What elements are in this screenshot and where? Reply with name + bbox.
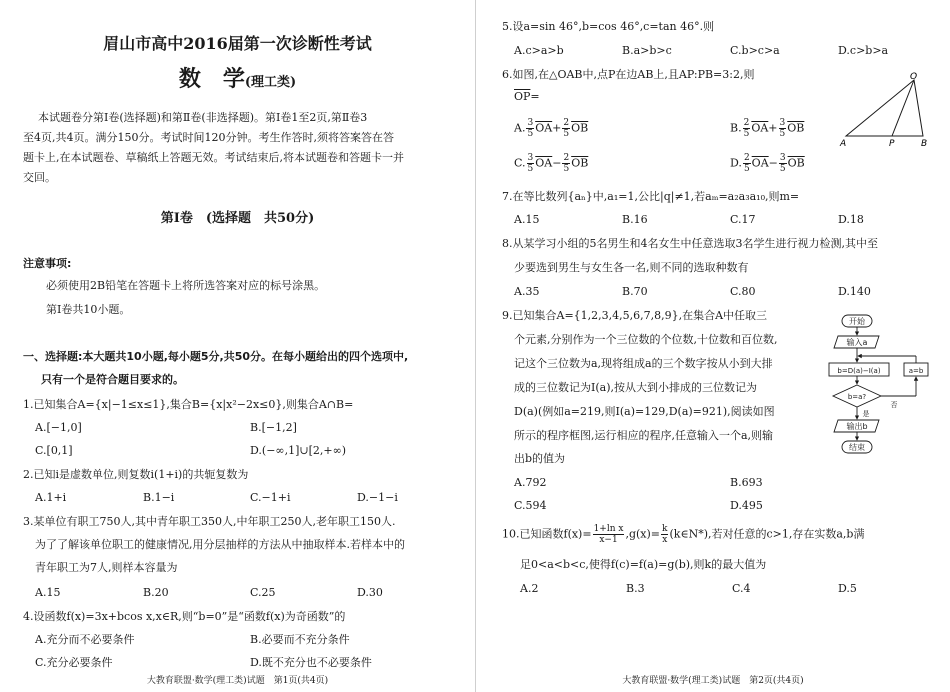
flow-end-label: 结束 bbox=[849, 443, 865, 452]
numerator: k bbox=[662, 524, 668, 534]
q3-option-a: A.15 bbox=[35, 586, 61, 599]
vector: $\overline{OA}$ bbox=[751, 121, 769, 135]
intro-line: 至4页,共4页。满分150分。考试时间120分钟。考生作答时,须将答案答在答 bbox=[23, 131, 394, 144]
flow-input-label: 输入a bbox=[846, 338, 868, 347]
subject-heading bbox=[0, 66, 475, 92]
question-8-stem: 少要选到男生与女生各一名,则不同的选取种数有 bbox=[514, 261, 749, 274]
fraction bbox=[593, 524, 625, 545]
numerator: 3 bbox=[527, 118, 534, 128]
denominator: 5 bbox=[779, 164, 786, 174]
numerator: 3 bbox=[527, 153, 534, 163]
flow-start-label: 开始 bbox=[849, 317, 865, 326]
q3-option-c: C.25 bbox=[250, 586, 276, 599]
question-7-stem: 7.在等比数列{aₙ}中,a₁=1,公比|q|≠1,若aₘ=a₂a₃a₁₀,则m= bbox=[502, 190, 800, 203]
stem-text: (k∈N*),若对任意的c>1,存在实数a,b满 bbox=[669, 527, 865, 541]
fraction bbox=[743, 118, 751, 139]
q2-option-d: D.−1−i bbox=[357, 491, 398, 504]
q5-option-a: A.c>a>b bbox=[514, 44, 564, 57]
question-9-stem: 9.已知集合A={1,2,3,4,5,6,7,8,9},在集合A中任取三 bbox=[502, 309, 768, 322]
question-6-stem: 6.如图,在△OAB中,点P在边AB上,且AP:PB=3:2,则 bbox=[502, 68, 755, 81]
question-3-stem: 青年职工为7人,则样本容量为 bbox=[35, 561, 178, 574]
numerator: 2 bbox=[563, 153, 570, 163]
flow-no-label: 否 bbox=[890, 401, 898, 409]
q10-option-c: C.4 bbox=[732, 582, 751, 595]
denominator: 5 bbox=[527, 164, 534, 174]
denominator: x−1 bbox=[599, 535, 618, 545]
question-3-stem: 3.某单位有职工750人,其中青年职工350人,中年职工250人,老年职工150人. bbox=[23, 515, 396, 528]
vector: $\overline{OB}$ bbox=[787, 121, 805, 135]
stem-text: ,g(x)= bbox=[625, 527, 661, 541]
numerator: 2 bbox=[563, 118, 570, 128]
q1-option-d: D.(−∞,1]∪[2,+∞) bbox=[250, 444, 347, 457]
q7-option-a: A.15 bbox=[514, 213, 540, 226]
q9-option-d: D.495 bbox=[730, 499, 763, 512]
label-p: P bbox=[889, 139, 895, 148]
q3-option-d: D.30 bbox=[357, 586, 383, 599]
fraction bbox=[779, 153, 787, 174]
question-5-stem: 5.设a=sin 46°,b=cos 46°,c=tan 46°.则 bbox=[502, 20, 715, 33]
q6-option-b bbox=[730, 118, 804, 139]
q9-option-c: C.594 bbox=[514, 499, 547, 512]
question-9-stem: 所示的程序框图,运行相应的程序,任意输入一个a,则输 bbox=[514, 429, 774, 442]
q10-option-d: D.5 bbox=[838, 582, 857, 595]
notice-line: 必须使用2B铅笔在答题卡上将所选答案对应的标号涂黑。 bbox=[46, 279, 326, 292]
fraction bbox=[661, 524, 668, 545]
sign: − bbox=[552, 156, 562, 170]
option-label: C. bbox=[514, 156, 526, 170]
question-10-stem bbox=[502, 524, 864, 545]
q4-option-b: B.必要而不充分条件 bbox=[250, 633, 350, 646]
label-o: O bbox=[910, 72, 918, 82]
option-label: A. bbox=[514, 121, 526, 135]
q6-vector-op-line bbox=[514, 90, 540, 104]
part-instruction: 只有一个是符合题目要求的。 bbox=[41, 373, 184, 386]
question-2-stem: 2.已知i是虚数单位,则复数i(1+i)的共轭复数为 bbox=[23, 468, 249, 481]
question-9-stem: 成的三位数记为I(a),按从大到小排成的三位数记为 bbox=[514, 381, 757, 394]
vector: $\overline{OB}$ bbox=[571, 156, 589, 170]
q10-option-a: A.2 bbox=[520, 582, 539, 595]
option-label: D. bbox=[730, 156, 742, 170]
vector: $\overline{OB}$ bbox=[787, 156, 805, 170]
denominator: 5 bbox=[563, 164, 570, 174]
question-1-stem: 1.已知集合A={x|−1≤x≤1},集合B={x|x²−2x≤0},则集合A∩B= bbox=[23, 398, 354, 411]
question-9-stem: 个元素,分别作为一个三位数的个位数,十位数和百位数, bbox=[514, 333, 778, 346]
flowchart-figure bbox=[824, 312, 934, 458]
section-title: 第Ⅰ卷 (选择题 共50分) bbox=[160, 211, 315, 226]
q1-option-b: B.[−1,2] bbox=[250, 421, 297, 434]
q8-option-b: B.70 bbox=[622, 285, 648, 298]
question-8-stem: 8.从某学习小组的5名男生和4名女生中任意选取3名学生进行视力检测,其中至 bbox=[502, 237, 878, 250]
notice-title: 注意事项: bbox=[23, 257, 72, 270]
flow-cond-label: b=a? bbox=[847, 393, 867, 401]
numerator: 3 bbox=[779, 118, 786, 128]
sign: + bbox=[768, 121, 778, 135]
numerator: 2 bbox=[743, 118, 750, 128]
sign: + bbox=[552, 121, 562, 135]
question-3-stem: 为了了解该单位职工的健康情况,用分层抽样的方法从中抽取样本.若样本中的 bbox=[35, 538, 405, 551]
denominator: 5 bbox=[743, 164, 750, 174]
q1-option-c: C.[0,1] bbox=[35, 444, 73, 457]
option-label: B. bbox=[730, 121, 742, 135]
equals-sign: = bbox=[530, 90, 540, 103]
q2-option-c: C.−1+i bbox=[250, 491, 291, 504]
q4-option-c: C.充分必要条件 bbox=[35, 656, 113, 669]
stem-text: 10.已知函数f(x)= bbox=[502, 527, 592, 541]
q2-option-a: A.1+i bbox=[35, 491, 67, 504]
vector: $\overline{OA}$ bbox=[751, 156, 769, 170]
part-instruction: 一、选择题:本大题共10小题,每小题5分,共50分。在每小题给出的四个选项中, bbox=[23, 350, 409, 363]
q7-option-b: B.16 bbox=[622, 213, 648, 226]
q1-option-a: A.[−1,0] bbox=[35, 421, 82, 434]
q6-option-d bbox=[730, 153, 805, 174]
vector-op: $\overline{OP}$ bbox=[514, 90, 531, 103]
q6-option-c bbox=[514, 153, 588, 174]
exam-title: 眉山市高中2016届第一次诊断性考试 bbox=[103, 34, 372, 53]
q4-option-a: A.充分而不必要条件 bbox=[35, 633, 135, 646]
q2-option-b: B.1−i bbox=[143, 491, 175, 504]
q4-option-d: D.既不充分也不必要条件 bbox=[250, 656, 372, 669]
page-2 bbox=[476, 0, 950, 692]
subject-name: 数 学 bbox=[178, 66, 245, 92]
q5-option-d: D.c>b>a bbox=[838, 44, 889, 57]
triangle-figure bbox=[836, 70, 936, 148]
question-4-stem: 4.设函数f(x)=3x+bcos x,x∈R,则“b=0”是“函数f(x)为奇函数”的 bbox=[23, 610, 346, 623]
page-footer: 大教育联盟·数学(理工类)试题 第2页(共4页) bbox=[622, 676, 804, 686]
q6-option-a bbox=[514, 118, 588, 139]
flow-calc-label: b=D(a)−I(a) bbox=[837, 367, 881, 375]
q9-option-b: B.693 bbox=[730, 476, 763, 489]
flow-output-label: 输出b bbox=[846, 422, 868, 431]
q8-option-d: D.140 bbox=[838, 285, 871, 298]
label-a: A bbox=[840, 139, 847, 148]
q7-option-d: D.18 bbox=[838, 213, 864, 226]
q3-option-b: B.20 bbox=[143, 586, 169, 599]
intro-line: 交回。 bbox=[23, 171, 56, 184]
sign: − bbox=[768, 156, 778, 170]
fraction bbox=[743, 153, 751, 174]
fraction bbox=[562, 118, 570, 139]
numerator: 1+ln x bbox=[593, 524, 624, 534]
q10-option-b: B.3 bbox=[626, 582, 645, 595]
question-9-stem: 记这个三位数为a,现将组成a的三个数字按从小到大排 bbox=[514, 357, 773, 370]
label-b: B bbox=[921, 139, 928, 148]
question-9-stem: 出b的值为 bbox=[514, 452, 566, 465]
question-9-stem: D(a)(例如a=219,则I(a)=129,D(a)=921),阅读如图 bbox=[514, 405, 775, 418]
q5-option-c: C.b>c>a bbox=[730, 44, 780, 57]
vector: $\overline{OA}$ bbox=[535, 121, 553, 135]
q9-option-a: A.792 bbox=[514, 476, 547, 489]
fraction bbox=[527, 153, 535, 174]
q7-option-c: C.17 bbox=[730, 213, 756, 226]
intro-line: 本试题卷分第Ⅰ卷(选择题)和第Ⅱ卷(非选择题)。第Ⅰ卷1至2页,第Ⅱ卷3 bbox=[38, 111, 368, 124]
q8-option-c: C.80 bbox=[730, 285, 756, 298]
denominator: x bbox=[662, 535, 668, 545]
q5-option-b: B.a>b>c bbox=[622, 44, 672, 57]
question-10-stem: 足0<a<b<c,使得f(c)=f(a)=g(b),则k的最大值为 bbox=[520, 558, 767, 571]
fraction bbox=[562, 153, 570, 174]
flow-yes-label: 是 bbox=[862, 410, 870, 418]
fraction bbox=[526, 118, 534, 139]
notice-line: 第Ⅰ卷共10小题。 bbox=[46, 303, 131, 316]
vector: $\overline{OA}$ bbox=[535, 156, 553, 170]
denominator: 5 bbox=[527, 129, 534, 139]
denominator: 5 bbox=[563, 129, 570, 139]
flow-assign-label: a=b bbox=[908, 367, 924, 375]
fraction bbox=[779, 118, 787, 139]
subject-type: (理工类) bbox=[244, 75, 297, 90]
q8-option-a: A.35 bbox=[514, 285, 540, 298]
vector: $\overline{OB}$ bbox=[571, 121, 589, 135]
numerator: 3 bbox=[779, 153, 786, 163]
intro-line: 题卡上,在本试题卷、草稿纸上答题无效。考试结束后,将本试题卷和答题卡一并 bbox=[23, 151, 404, 164]
denominator: 5 bbox=[779, 129, 786, 139]
denominator: 5 bbox=[743, 129, 750, 139]
numerator: 2 bbox=[743, 153, 750, 163]
page-footer: 大教育联盟·数学(理工类)试题 第1页(共4页) bbox=[146, 676, 329, 686]
